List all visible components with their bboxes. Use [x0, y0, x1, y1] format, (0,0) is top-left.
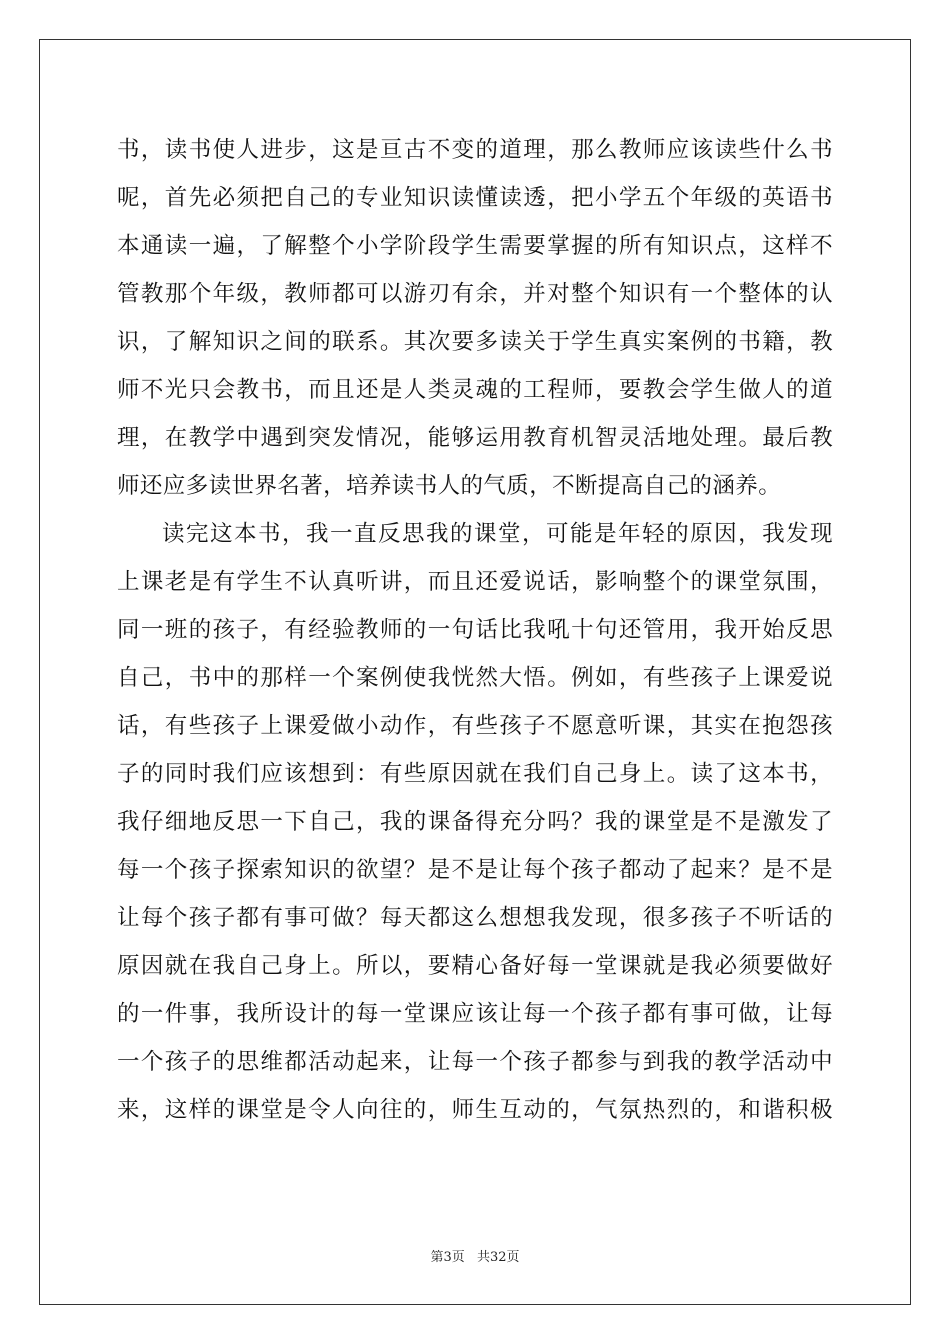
- text-line: 理，在教学中遇到突发情况，能够运用教育机智灵活地处理。最后教: [117, 425, 833, 451]
- text-line: 管教那个年级，教师都可以游刃有余，并对整个知识有一个整体的认: [117, 281, 833, 307]
- text-line: 同一班的孩子，有经验教师的一句话比我吼十句还管用，我开始反思: [117, 617, 833, 643]
- text-line: 的一件事，我所设计的每一堂课应该让每一个孩子都有事可做，让每: [117, 1001, 833, 1027]
- text-line: 自己，书中的那样一个案例使我恍然大悟。例如，有些孩子上课爱说: [117, 665, 833, 691]
- text-line: 来，这样的课堂是令人向往的，师生互动的，气氛热烈的，和谐积极: [117, 1097, 833, 1123]
- text-line: 书，读书使人进步，这是亘古不变的道理，那么教师应该读些什么书: [117, 137, 833, 163]
- text-line: 师还应多读世界名著，培养读书人的气质，不断提高自己的涵养。: [117, 473, 782, 499]
- text-line: 识，了解知识之间的联系。其次要多读关于学生真实案例的书籍，教: [117, 329, 833, 355]
- text-line: 本通读一遍，了解整个小学阶段学生需要掌握的所有知识点，这样不: [117, 233, 833, 259]
- text-line: 呢，首先必须把自己的专业知识读懂读透，把小学五个年级的英语书: [117, 185, 833, 211]
- text-line: 一个孩子的思维都活动起来，让每一个孩子都参与到我的教学活动中: [117, 1049, 833, 1075]
- text-line: 让每个孩子都有事可做？每天都这么想想我发现，很多孩子不听话的: [117, 905, 833, 931]
- text-line: 师不光只会教书，而且还是人类灵魂的工程师，要教会学生做人的道: [117, 377, 833, 403]
- text-line: 原因就在我自己身上。所以，要精心备好每一堂课就是我必须要做好: [117, 953, 833, 979]
- text-line: 话，有些孩子上课爱做小动作，有些孩子不愿意听课，其实在抱怨孩: [117, 713, 833, 739]
- text-line: 每一个孩子探索知识的欲望？是不是让每个孩子都动了起来？是不是: [117, 857, 833, 883]
- text-line: 我仔细地反思一下自己，我的课备得充分吗？我的课堂是不是激发了: [117, 809, 833, 835]
- document-body: [117, 126, 833, 1134]
- paragraph-start-line: 读完这本书，我一直反思我的课堂，可能是年轻的原因，我发现: [162, 521, 833, 547]
- page-total: 共32页: [476, 1250, 520, 1265]
- page-footer: [0, 1246, 950, 1265]
- text-line: 子的同时我们应该想到：有些原因就在我们自己身上。读了这本书，: [117, 761, 833, 787]
- text-line: 上课老是有学生不认真听讲，而且还爱说话，影响整个的课堂氛围，: [117, 569, 833, 595]
- page-number: 第3页: [430, 1250, 465, 1265]
